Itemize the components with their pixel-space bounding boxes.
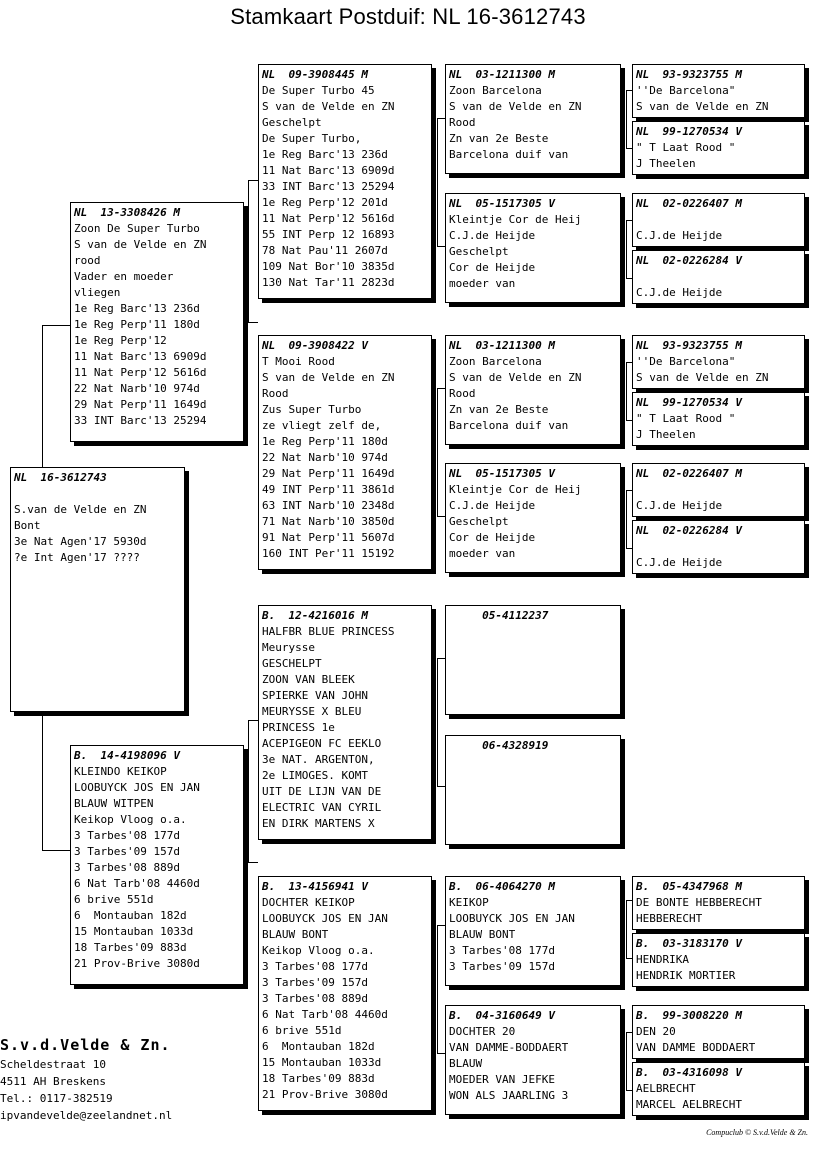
pigeon-info-line: AELBRECHT xyxy=(636,1082,696,1095)
pigeon-info-line: 3e NAT. ARGENTON, xyxy=(262,753,375,766)
footer-credit: Compuclub © S.v.d.Velde & Zn. xyxy=(706,1128,808,1137)
ring-number: B. 14-4198096 V xyxy=(74,749,180,762)
pigeon-info-line: 71 Nat Narb'10 3850d xyxy=(262,515,395,528)
connector-line xyxy=(626,900,627,958)
pigeon-info-line: 33 INT Barc'13 25294 xyxy=(262,180,395,193)
owner-address-line: 4511 AH Breskens xyxy=(0,1075,106,1088)
ring-number: B. 99-3008220 M xyxy=(636,1009,742,1022)
pigeon-info-line: Geschelpt xyxy=(449,515,509,528)
pigeon-info-line: Kleintje Cor de Heij xyxy=(449,213,582,226)
pigeon-info-line: Zoon Barcelona xyxy=(449,355,542,368)
sire-sire-card[interactable] xyxy=(258,64,432,299)
pigeon-info-line: PRINCESS 1e xyxy=(262,721,335,734)
pigeon-info-line: ACEPIGEON FC EEKLO xyxy=(262,737,382,750)
connector-line xyxy=(626,362,627,420)
pigeon-info-line: S van de Velde en ZN xyxy=(636,100,769,113)
pigeon-info-line: C.J.de Heijde xyxy=(636,286,723,299)
ring-number: NL 05-1517305 V xyxy=(449,467,555,480)
pigeon-info-line: 11 Nat Barc'13 6909d xyxy=(74,350,207,363)
ggp-card[interactable] xyxy=(445,876,621,986)
pigeon-info-line: 1e Reg Perp'12 201d xyxy=(262,196,388,209)
pigeon-info-line xyxy=(14,486,181,502)
pigeon-info-line: S van de Velde en ZN xyxy=(262,100,395,113)
pigeon-info-line: ?e Int Agen'17 ???? xyxy=(14,551,140,564)
pigeon-info-line: BLAUW BONT xyxy=(262,928,329,941)
pigeon-info-line xyxy=(636,269,801,285)
pigeon-info-line: 15 Montauban 1033d xyxy=(262,1056,382,1069)
pigeon-info-line: 1e Reg Perp'12 xyxy=(74,334,167,347)
dam-card[interactable] xyxy=(70,745,244,985)
ring-number: NL 93-9323755 M xyxy=(636,339,742,352)
ring-number: 05-4112237 xyxy=(449,609,549,622)
pigeon-info-line: WON ALS JAARLING 3 xyxy=(449,1089,569,1102)
ggp-card[interactable] xyxy=(445,64,621,174)
pigeon-info-line: BLAUW WITPEN xyxy=(74,797,154,810)
ring-number: B. 06-4064270 M xyxy=(449,880,555,893)
pigeon-info-line: 3 Tarbes'09 157d xyxy=(449,960,555,973)
pigeon-info-line: VAN DAMME BODDAERT xyxy=(636,1041,756,1054)
pigeon-info-line: S van de Velde en ZN xyxy=(636,371,769,384)
gggp-card[interactable] xyxy=(632,933,805,987)
gggp-card[interactable] xyxy=(632,520,805,574)
pigeon-info-line: Zn van 2e Beste xyxy=(449,132,549,145)
connector-line xyxy=(437,388,445,389)
connector-line xyxy=(437,516,445,517)
ring-number: B. 12-4216016 M xyxy=(262,609,368,622)
pigeon-info-line: moeder van xyxy=(449,547,516,560)
ring-number: NL 16-3612743 xyxy=(14,471,107,484)
pigeon-info-line: De Super Turbo, xyxy=(262,132,362,145)
connector-line xyxy=(437,658,445,659)
pigeon-info-line: ''De Barcelona" xyxy=(636,355,736,368)
pigeon-info-line: KEIKOP xyxy=(449,896,489,909)
pigeon-info-line: C.J.de Heijde xyxy=(449,499,536,512)
connector-line xyxy=(42,712,43,850)
pigeon-info-line: Rood xyxy=(449,387,476,400)
pigeon-info-line: 29 Nat Perp'11 1649d xyxy=(262,467,395,480)
ring-number: NL 93-9323755 M xyxy=(636,68,742,81)
pigeon-info-line: 22 Nat Narb'10 974d xyxy=(74,382,200,395)
pigeon-info-line: ZOON VAN BLEEK xyxy=(262,673,355,686)
pigeon-info-line: DEN 20 xyxy=(636,1025,676,1038)
pigeon-info-line: BLAUW BONT xyxy=(449,928,516,941)
ggp-card[interactable] xyxy=(445,735,621,845)
owner-address-line: Scheldestraat 10 xyxy=(0,1058,106,1071)
pigeon-info-line: LOOBUYCK JOS EN JAN xyxy=(262,912,388,925)
pigeon-info-line: J Theelen xyxy=(636,428,696,441)
connector-line xyxy=(437,388,438,516)
dam-dam-card[interactable] xyxy=(258,876,432,1111)
connector-line xyxy=(626,90,627,148)
connector-line xyxy=(42,325,43,467)
pigeon-info-line: LOOBUYCK JOS EN JAN xyxy=(449,912,575,925)
connector-line xyxy=(437,658,438,786)
sire-card[interactable] xyxy=(70,202,244,442)
pigeon-info-line: 15 Montauban 1033d xyxy=(74,925,194,938)
pigeon-info-line: 109 Nat Bor'10 3835d xyxy=(262,260,395,273)
ggp-card[interactable] xyxy=(445,335,621,445)
connector-line xyxy=(437,246,445,247)
gggp-card[interactable] xyxy=(632,463,805,517)
pigeon-info-line: 3 Tarbes'09 157d xyxy=(262,976,368,989)
pigeon-info-line: 6 Montauban 182d xyxy=(74,909,187,922)
owner-name: S.v.d.Velde & Zn. xyxy=(0,1036,171,1054)
pigeon-info-line: Rood xyxy=(449,116,476,129)
connector-line xyxy=(248,720,258,721)
pigeon-info-line: Zn van 2e Beste xyxy=(449,403,549,416)
pigeon-info-line: Geschelpt xyxy=(449,245,509,258)
pigeon-info-line: Zoon De Super Turbo xyxy=(74,222,200,235)
pigeon-info-line: DOCHTER KEIKOP xyxy=(262,896,355,909)
pigeon-info-line: MEURYSSE X BLEU xyxy=(262,705,362,718)
pigeon-info-line: vliegen xyxy=(74,286,121,299)
connector-line xyxy=(42,850,70,851)
ring-number: NL 99-1270534 V xyxy=(636,125,742,138)
owner-email: ipvandevelde@zeelandnet.nl xyxy=(0,1109,173,1122)
pigeon-info-line: 3 Tarbes'08 177d xyxy=(74,829,180,842)
pigeon-info-line: S van de Velde en ZN xyxy=(262,371,395,384)
pigeon-info-line: HENDRIKA xyxy=(636,953,689,966)
gggp-card[interactable] xyxy=(632,1005,805,1059)
ggp-card[interactable] xyxy=(445,1005,621,1115)
pigeon-info-line: 3 Tarbes'09 157d xyxy=(74,845,180,858)
pigeon-info-line: UIT DE LIJN VAN DE xyxy=(262,785,382,798)
pigeon-info-line: rood xyxy=(74,254,101,267)
pigeon-info-line: HEBBERECHT xyxy=(636,912,703,925)
connector-line xyxy=(42,325,70,326)
connector-line xyxy=(248,180,258,181)
connector-line xyxy=(626,220,627,278)
pigeon-info-line: De Super Turbo 45 xyxy=(262,84,375,97)
pigeon-info-line: S van de Velde en ZN xyxy=(449,371,582,384)
gggp-card[interactable] xyxy=(632,193,805,247)
pigeon-info-line: 11 Nat Perp'12 5616d xyxy=(74,366,207,379)
connector-line xyxy=(248,862,258,863)
pigeon-info-line: 49 INT Perp'11 3861d xyxy=(262,483,395,496)
ring-number: NL 02-0226407 M xyxy=(636,467,742,480)
pigeon-info-line: 91 Nat Perp'11 5607d xyxy=(262,531,395,544)
owner-phone: Tel.: 0117-382519 xyxy=(0,1092,113,1105)
pigeon-info-line: HENDRIK MORTIER xyxy=(636,969,736,982)
pigeon-info-line: 63 INT Narb'10 2348d xyxy=(262,499,395,512)
pigeon-info-line: MARCEL AELBRECHT xyxy=(636,1098,742,1111)
pigeon-info-line: C.J.de Heijde xyxy=(636,556,723,569)
owner-block xyxy=(0,1034,172,1124)
gggp-card[interactable] xyxy=(632,250,805,304)
pigeon-info-line: T Mooi Rood xyxy=(262,355,335,368)
pigeon-info-line: 6 Nat Tarb'08 4460d xyxy=(74,877,200,890)
ring-number: B. 13-4156941 V xyxy=(262,880,368,893)
ring-number: NL 02-0226407 M xyxy=(636,197,742,210)
pigeon-info-line: C.J.de Heijde xyxy=(449,229,536,242)
dam-sire-card[interactable] xyxy=(258,605,432,840)
connector-line xyxy=(437,925,438,1053)
pigeon-info-line: 1e Reg Perp'11 180d xyxy=(262,435,388,448)
pigeon-info-line: ze vliegt zelf de, xyxy=(262,419,382,432)
pigeon-info-line: LOOBUYCK JOS EN JAN xyxy=(74,781,200,794)
pigeon-info-line: DOCHTER 20 xyxy=(449,1025,516,1038)
subject-pigeon-card[interactable] xyxy=(10,467,185,712)
connector-line xyxy=(437,925,445,926)
pigeon-info-line: 1e Reg Barc'13 236d xyxy=(74,302,200,315)
pigeon-info-line: 130 Nat Tar'11 2823d xyxy=(262,276,395,289)
pigeon-info-line: 3 Tarbes'08 889d xyxy=(74,861,180,874)
gggp-card[interactable] xyxy=(632,64,805,118)
ring-number: NL 03-1211300 M xyxy=(449,339,555,352)
ring-number: NL 13-3308426 M xyxy=(74,206,180,219)
ggp-card[interactable] xyxy=(445,605,621,715)
connector-line xyxy=(248,180,249,322)
pigeon-info-line: GESCHELPT xyxy=(262,657,322,670)
pigeon-info-line xyxy=(636,539,801,555)
pigeon-info-line: VAN DAMME-BODDAERT xyxy=(449,1041,569,1054)
pigeon-info-line: 29 Nat Perp'11 1649d xyxy=(74,398,207,411)
pigeon-info-line: S van de Velde en ZN xyxy=(449,100,582,113)
pigeon-info-line xyxy=(636,482,801,498)
gggp-card[interactable] xyxy=(632,121,805,175)
pigeon-info-line: 18 Tarbes'09 883d xyxy=(74,941,187,954)
ring-number: B. 05-4347968 M xyxy=(636,880,742,893)
ring-number: B. 03-3183170 V xyxy=(636,937,742,950)
ring-number: NL 05-1517305 V xyxy=(449,197,555,210)
ring-number: NL 99-1270534 V xyxy=(636,396,742,409)
pigeon-info-line: 2e LIMOGES. KOMT xyxy=(262,769,368,782)
pigeon-info-line: " T Laat Rood " xyxy=(636,141,736,154)
pigeon-info-line: 3 Tarbes'08 889d xyxy=(262,992,368,1005)
pigeon-info-line: Rood xyxy=(262,387,289,400)
gggp-card[interactable] xyxy=(632,392,805,446)
pigeon-info-line: Zus Super Turbo xyxy=(262,403,362,416)
pigeon-info-line: Keikop Vloog o.a. xyxy=(74,813,187,826)
pigeon-info-line: ELECTRIC VAN CYRIL xyxy=(262,801,382,814)
pigeon-info-line: 33 INT Barc'13 25294 xyxy=(74,414,207,427)
pigeon-info-line: Cor de Heijde xyxy=(449,531,536,544)
connector-line xyxy=(248,322,258,323)
ggp-card[interactable] xyxy=(445,463,621,573)
pigeon-info-line: Bont xyxy=(14,519,41,532)
pigeon-info-line: 3e Nat Agen'17 5930d xyxy=(14,535,147,548)
pigeon-info-line: " T Laat Rood " xyxy=(636,412,736,425)
pigeon-info-line: S.van de Velde en ZN xyxy=(14,503,147,516)
pigeon-info-line: 3 Tarbes'08 177d xyxy=(262,960,368,973)
ring-number: B. 03-4316098 V xyxy=(636,1066,742,1079)
pigeon-info-line: 18 Tarbes'09 883d xyxy=(262,1072,375,1085)
pigeon-info-line: Zoon Barcelona xyxy=(449,84,542,97)
gggp-card[interactable] xyxy=(632,1062,805,1116)
pigeon-info-line: MOEDER VAN JEFKE xyxy=(449,1073,555,1086)
pigeon-info-line: SPIERKE VAN JOHN xyxy=(262,689,368,702)
ring-number: B. 04-3160649 V xyxy=(449,1009,555,1022)
connector-line xyxy=(437,786,445,787)
pigeon-info-line: DE BONTE HEBBERECHT xyxy=(636,896,762,909)
pigeon-info-line: 160 INT Per'11 15192 xyxy=(262,547,395,560)
pigeon-info-line: 3 Tarbes'08 177d xyxy=(449,944,555,957)
pigeon-info-line: Keikop Vloog o.a. xyxy=(262,944,375,957)
pigeon-info-line: 6 brive 551d xyxy=(74,893,154,906)
pigeon-info-line: Barcelona duif van xyxy=(449,419,569,432)
connector-line xyxy=(626,1032,627,1090)
pigeon-info-line: Kleintje Cor de Heij xyxy=(449,483,582,496)
pigeon-info-line: C.J.de Heijde xyxy=(636,229,723,242)
pigeon-info-line: 6 Nat Tarb'08 4460d xyxy=(262,1008,388,1021)
pigeon-info-line: 22 Nat Narb'10 974d xyxy=(262,451,388,464)
pigeon-info-line: Geschelpt xyxy=(262,116,322,129)
pigeon-info-line xyxy=(636,212,801,228)
pigeon-info-line: EN DIRK MARTENS X xyxy=(262,817,375,830)
pigeon-info-line: KLEINDO KEIKOP xyxy=(74,765,167,778)
ring-number: NL 02-0226284 V xyxy=(636,524,742,537)
pigeon-info-line: 6 brive 551d xyxy=(262,1024,342,1037)
ring-number: NL 09-3908445 M xyxy=(262,68,368,81)
ggp-card[interactable] xyxy=(445,193,621,303)
pigeon-info-line: J Theelen xyxy=(636,157,696,170)
pigeon-info-line: S van de Velde en ZN xyxy=(74,238,207,251)
pigeon-info-line: ''De Barcelona" xyxy=(636,84,736,97)
pigeon-info-line: 1e Reg Barc'13 236d xyxy=(262,148,388,161)
page-title: Stamkaart Postduif: NL 16-3612743 xyxy=(230,4,586,29)
pigeon-info-line: Meurysse xyxy=(262,641,315,654)
connector-line xyxy=(248,720,249,862)
pigeon-info-line: Barcelona duif van xyxy=(449,148,569,161)
gggp-card[interactable] xyxy=(632,876,805,930)
pigeon-info-line: 21 Prov-Brive 3080d xyxy=(262,1088,388,1101)
ring-number: NL 02-0226284 V xyxy=(636,254,742,267)
pigeon-info-line: 78 Nat Pau'11 2607d xyxy=(262,244,388,257)
connector-line xyxy=(437,118,438,246)
pigeon-info-line: Cor de Heijde xyxy=(449,261,536,274)
connector-line xyxy=(437,118,445,119)
gggp-card[interactable] xyxy=(632,335,805,389)
pigeon-info-line: 55 INT Perp 12 16893 xyxy=(262,228,395,241)
pigeon-info-line: 11 Nat Barc'13 6909d xyxy=(262,164,395,177)
pigeon-info-line: BLAUW xyxy=(449,1057,483,1070)
connector-line xyxy=(437,1053,445,1054)
pigeon-info-line: C.J.de Heijde xyxy=(636,499,723,512)
ring-number: 06-4328919 xyxy=(449,739,549,752)
pigeon-info-line: moeder van xyxy=(449,277,516,290)
pigeon-info-line: Vader en moeder xyxy=(74,270,174,283)
pigeon-info-line: 21 Prov-Brive 3080d xyxy=(74,957,200,970)
ring-number: NL 09-3908422 V xyxy=(262,339,368,352)
pigeon-info-line: 6 Montauban 182d xyxy=(262,1040,375,1053)
pigeon-info-line: HALFBR BLUE PRINCESS xyxy=(262,625,395,638)
connector-line xyxy=(626,490,627,548)
pigeon-info-line: 11 Nat Perp'12 5616d xyxy=(262,212,395,225)
sire-dam-card[interactable] xyxy=(258,335,432,570)
ring-number: NL 03-1211300 M xyxy=(449,68,555,81)
pigeon-info-line: 1e Reg Perp'11 180d xyxy=(74,318,200,331)
